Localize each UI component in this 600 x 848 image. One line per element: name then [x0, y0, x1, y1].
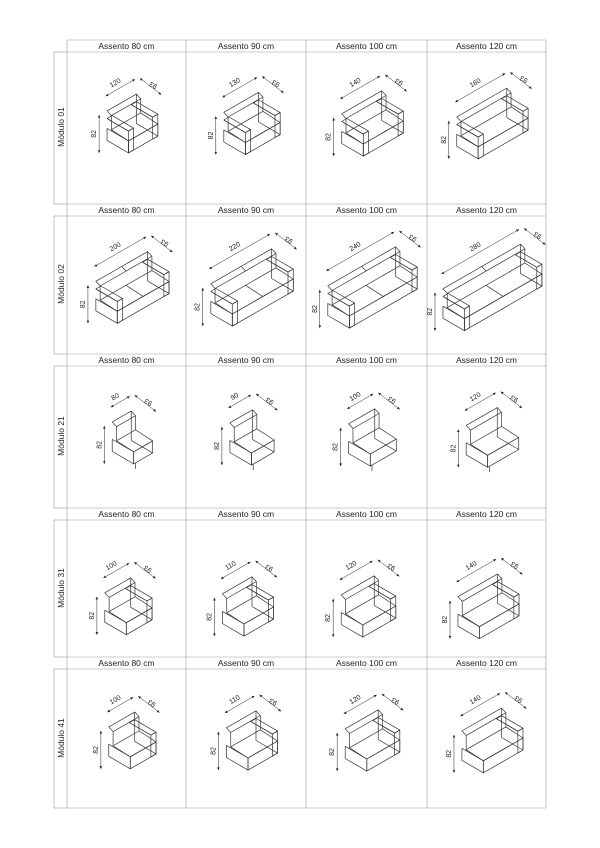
- height-dimension: 82: [445, 749, 453, 758]
- sofa-module-drawing: [186, 52, 306, 204]
- depth-dimension: 93: [509, 393, 520, 404]
- width-dimension: 120: [344, 560, 359, 573]
- column-header: Assento 80 cm: [98, 658, 155, 668]
- column-header: Assento 100 cm: [336, 658, 397, 668]
- width-dimension: 130: [228, 77, 242, 90]
- height-dimension: 82: [329, 748, 337, 756]
- sofa-module-drawing: [427, 366, 546, 508]
- width-dimension: 140: [464, 560, 479, 573]
- sofa-module-drawing: [306, 52, 427, 204]
- depth-dimension: 93: [532, 229, 544, 240]
- column-header: Assento 90 cm: [217, 509, 275, 519]
- sofa-module-drawing: [67, 520, 186, 657]
- width-dimension: 120: [468, 391, 483, 404]
- height-dimension: 82: [427, 307, 435, 316]
- depth-dimension: 93: [408, 232, 419, 243]
- depth-dimension: 93: [513, 693, 525, 704]
- depth-dimension: 93: [284, 234, 295, 245]
- sofa-module-drawing: [306, 669, 427, 808]
- height-dimension: 82: [207, 131, 215, 140]
- sofa-module-drawing: [186, 520, 306, 657]
- column-header: Assento 100 cm: [336, 205, 397, 215]
- column-header: Assento 120 cm: [456, 509, 517, 519]
- column-header: Assento 90 cm: [217, 205, 275, 215]
- column-header: Assento 80 cm: [98, 41, 155, 51]
- depth-dimension: 93: [387, 394, 398, 405]
- height-dimension: 82: [210, 747, 218, 755]
- width-dimension: 90: [229, 392, 241, 403]
- width-dimension: 110: [224, 560, 238, 572]
- width-dimension: 100: [104, 560, 119, 573]
- column-header: Assento 90 cm: [217, 41, 275, 51]
- sofa-module-drawing: [67, 366, 186, 508]
- width-dimension: 110: [228, 694, 242, 706]
- width-dimension: 80: [110, 392, 121, 403]
- width-dimension: 120: [108, 77, 123, 90]
- module-label: Módulo 02: [55, 264, 66, 304]
- sofa-module-drawing: [67, 52, 186, 204]
- sofa-module-drawing: [427, 52, 546, 204]
- sofa-module-drawing: [186, 366, 306, 508]
- width-dimension: 120: [348, 694, 363, 707]
- depth-dimension: 93: [146, 697, 158, 708]
- sofa-module-drawing: [186, 216, 306, 354]
- width-dimension: 100: [108, 694, 123, 707]
- column-header: Assento 120 cm: [456, 658, 517, 668]
- depth-dimension: 93: [264, 562, 275, 573]
- depth-dimension: 93: [268, 696, 279, 707]
- column-header: Assento 90 cm: [217, 658, 275, 668]
- height-dimension: 82: [91, 130, 99, 138]
- module-label: Módulo 41: [55, 717, 66, 758]
- height-dimension: 82: [206, 613, 214, 621]
- sofa-module-drawing: [427, 216, 546, 354]
- column-header: Assento 80 cm: [98, 509, 155, 519]
- sofa-module-drawing: [186, 669, 306, 808]
- sofa-module-drawing: [306, 216, 427, 354]
- depth-dimension: 93: [390, 695, 401, 706]
- width-dimension: 100: [348, 391, 363, 404]
- width-dimension: 220: [228, 241, 242, 254]
- column-header: Assento 90 cm: [217, 355, 275, 365]
- depth-dimension: 93: [386, 561, 397, 572]
- sofa-module-drawing: [67, 669, 186, 808]
- module-label: Módulo 31: [55, 567, 66, 608]
- column-header: Assento 100 cm: [336, 355, 397, 365]
- depth-dimension: 93: [159, 237, 171, 248]
- depth-dimension: 93: [143, 396, 154, 407]
- sofa-module-drawing: [306, 366, 427, 508]
- height-dimension: 82: [92, 745, 100, 754]
- column-header: Assento 100 cm: [336, 41, 397, 51]
- height-dimension: 82: [194, 303, 202, 311]
- height-dimension: 82: [332, 443, 340, 451]
- depth-dimension: 93: [519, 73, 530, 84]
- column-header: Assento 100 cm: [336, 509, 397, 519]
- height-dimension: 82: [440, 135, 448, 144]
- height-dimension: 82: [450, 444, 458, 453]
- column-header: Assento 80 cm: [98, 355, 155, 365]
- sofa-module-drawing: [427, 669, 546, 808]
- width-dimension: 200: [108, 241, 123, 254]
- width-dimension: 280: [468, 241, 483, 254]
- height-dimension: 82: [79, 300, 87, 309]
- width-dimension: 160: [468, 77, 483, 90]
- height-dimension: 82: [325, 614, 333, 622]
- height-dimension: 82: [96, 441, 104, 449]
- column-header: Assento 120 cm: [456, 355, 517, 365]
- module-label: Módulo 21: [55, 416, 66, 456]
- sofa-module-drawing: [67, 216, 186, 354]
- sofa-module-drawing: [427, 520, 546, 657]
- width-dimension: 240: [348, 241, 363, 254]
- height-dimension: 82: [311, 305, 319, 313]
- module-label: Módulo 01: [55, 107, 66, 147]
- width-dimension: 140: [348, 77, 363, 90]
- depth-dimension: 93: [142, 563, 154, 574]
- depth-dimension: 93: [394, 76, 405, 87]
- height-dimension: 82: [442, 615, 450, 624]
- depth-dimension: 93: [271, 77, 282, 88]
- height-dimension: 82: [213, 442, 221, 450]
- height-dimension: 82: [325, 133, 333, 141]
- column-header: Assento 120 cm: [456, 41, 517, 51]
- depth-dimension: 93: [148, 79, 159, 90]
- height-dimension: 82: [88, 611, 96, 620]
- column-header: Assento 80 cm: [98, 205, 155, 215]
- column-header: Assento 120 cm: [456, 205, 517, 215]
- depth-dimension: 93: [509, 559, 521, 570]
- depth-dimension: 93: [264, 395, 276, 406]
- width-dimension: 140: [468, 694, 483, 707]
- sofa-module-drawing: [306, 520, 427, 657]
